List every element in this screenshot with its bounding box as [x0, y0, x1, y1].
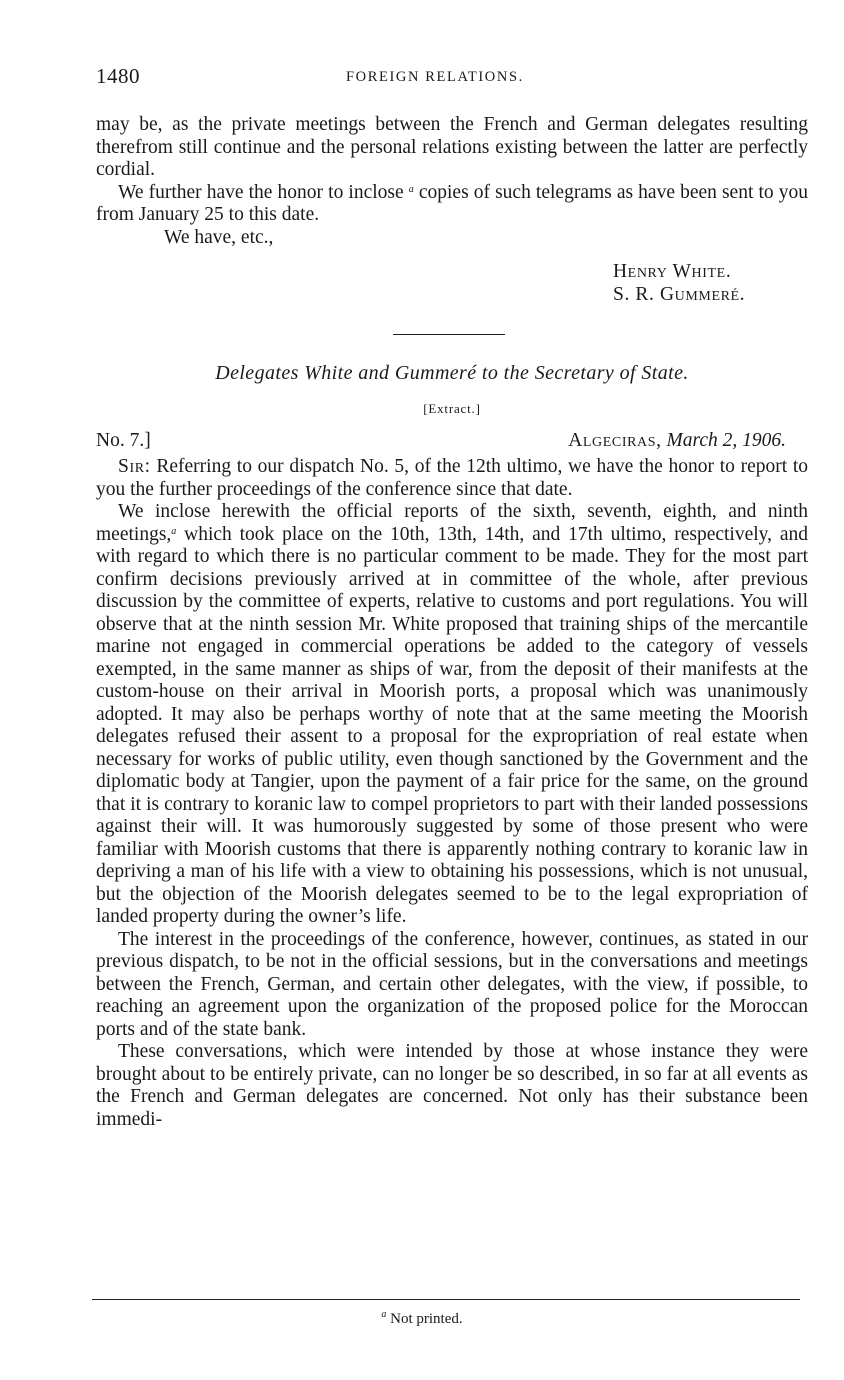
reports-text-end: which took place on the 10th, 13th, 14th, and 17th ultimo, respectively, and with regard to which there is no particular comment to be made. They for the most part confirm decisions previously arrived at in committee of the whole, after previous discussion by the committee of experts, relative to customs and port regulations. You will observe that at the ninth session Mr. White proposed that training ships of the mercantile marine not engaged in commercial operations be added to the category of vessels exempted, in the same manner as ships of war, from the deposit of their manifests at the custom-house on their arrival in Moorish ports, a proposal which was unanimously adopted. It may also be perhaps worthy of note that at the same meeting the Moorish delegates refused their assent to a proposal for the expropriation of real estate when necessary for works of public utility, even though sanctioned by the Government and the diplomatic body at Tangier, upon the payment of a fair price for the same, on the ground that it is contrary to koranic law to compel proprietors to part with their landed possessions against their will. It was humorously suggested by some of those present who were familiar with Moorish customs that there is apparently nothing contrary to koranic law in depriving a man of his life with a view to obtaining his possessions, which is not unusual, but the objection of the Moorish delegates seemed to be to the legal expropriation of landed property during the owner’s life. — [96, 523, 808, 927]
footnote-divider — [92, 1299, 800, 1300]
interest-paragraph: The interest in the proceedings of the conference, however, continues, as stated in our previous dispatch, to be not in the official sessions, but in the conversations and meetings between the French, German, and certain other delegates, with the view, if possible, to reaching an agreement upon the organization of the proposed police for the Moroccan ports and of the state bank. — [96, 928, 808, 1040]
signature-white: Henry White. — [613, 261, 732, 282]
dispatch-place: Algeciras, — [568, 430, 662, 451]
reports-text-start: We inclose herewith the official reports of the sixth, seventh, eighth, and ninth meetings, — [96, 501, 808, 545]
continued-paragraph: may be, as the private meetings between the French and German delegates resulting therefrom still continue and the personal relations existing between the latter are perfectly cordial. — [96, 114, 808, 180]
page-number: 1480 — [96, 64, 140, 88]
dateline — [96, 430, 808, 456]
section-divider — [393, 334, 505, 335]
salutation: Sir: — [118, 456, 151, 477]
salutation-text: Referring to our dispatch No. 5, of the 12th ultimo, we have the honor to report to you the further proceedings of the conference since that date. — [96, 456, 808, 500]
signature-gummere: S. R. Gummeré. — [613, 283, 746, 305]
conversations-paragraph: These conversations, which were intended by those at whose instance they were brought about to be entirely private, can no longer be so described, in so far at all events as the French and German delegates are concerned. Not only has their substance been immedi- — [96, 1041, 808, 1130]
footnote — [0, 1311, 844, 1328]
page-body — [96, 114, 808, 1131]
footnote-mark: a — [408, 183, 414, 195]
signature-block — [613, 261, 808, 306]
dispatch-title: Delegates White and Gummeré to the Secretary of State. — [215, 362, 689, 384]
footnote-text: Not printed. — [386, 1311, 463, 1327]
salutation-paragraph — [96, 456, 808, 501]
telegrams-paragraph — [96, 182, 808, 227]
footnote-mark: a — [171, 525, 177, 537]
telegrams-text-end: copies of such telegrams as have been sent to you from January 25 to this date. — [96, 181, 808, 225]
running-head: FOREIGN RELATIONS. — [346, 69, 524, 85]
closing-line: We have, etc., — [164, 226, 274, 248]
dispatch-number: No. 7.] — [96, 430, 151, 451]
page-header — [96, 64, 808, 94]
place-and-date — [568, 430, 786, 452]
reports-paragraph — [96, 501, 808, 929]
telegrams-text-start: We further have the honor to inclose — [118, 181, 404, 203]
footnote-mark: a — [381, 1309, 387, 1320]
dispatch-date: March 2, 1906. — [666, 430, 786, 451]
extract-note: [Extract.] — [423, 401, 481, 416]
